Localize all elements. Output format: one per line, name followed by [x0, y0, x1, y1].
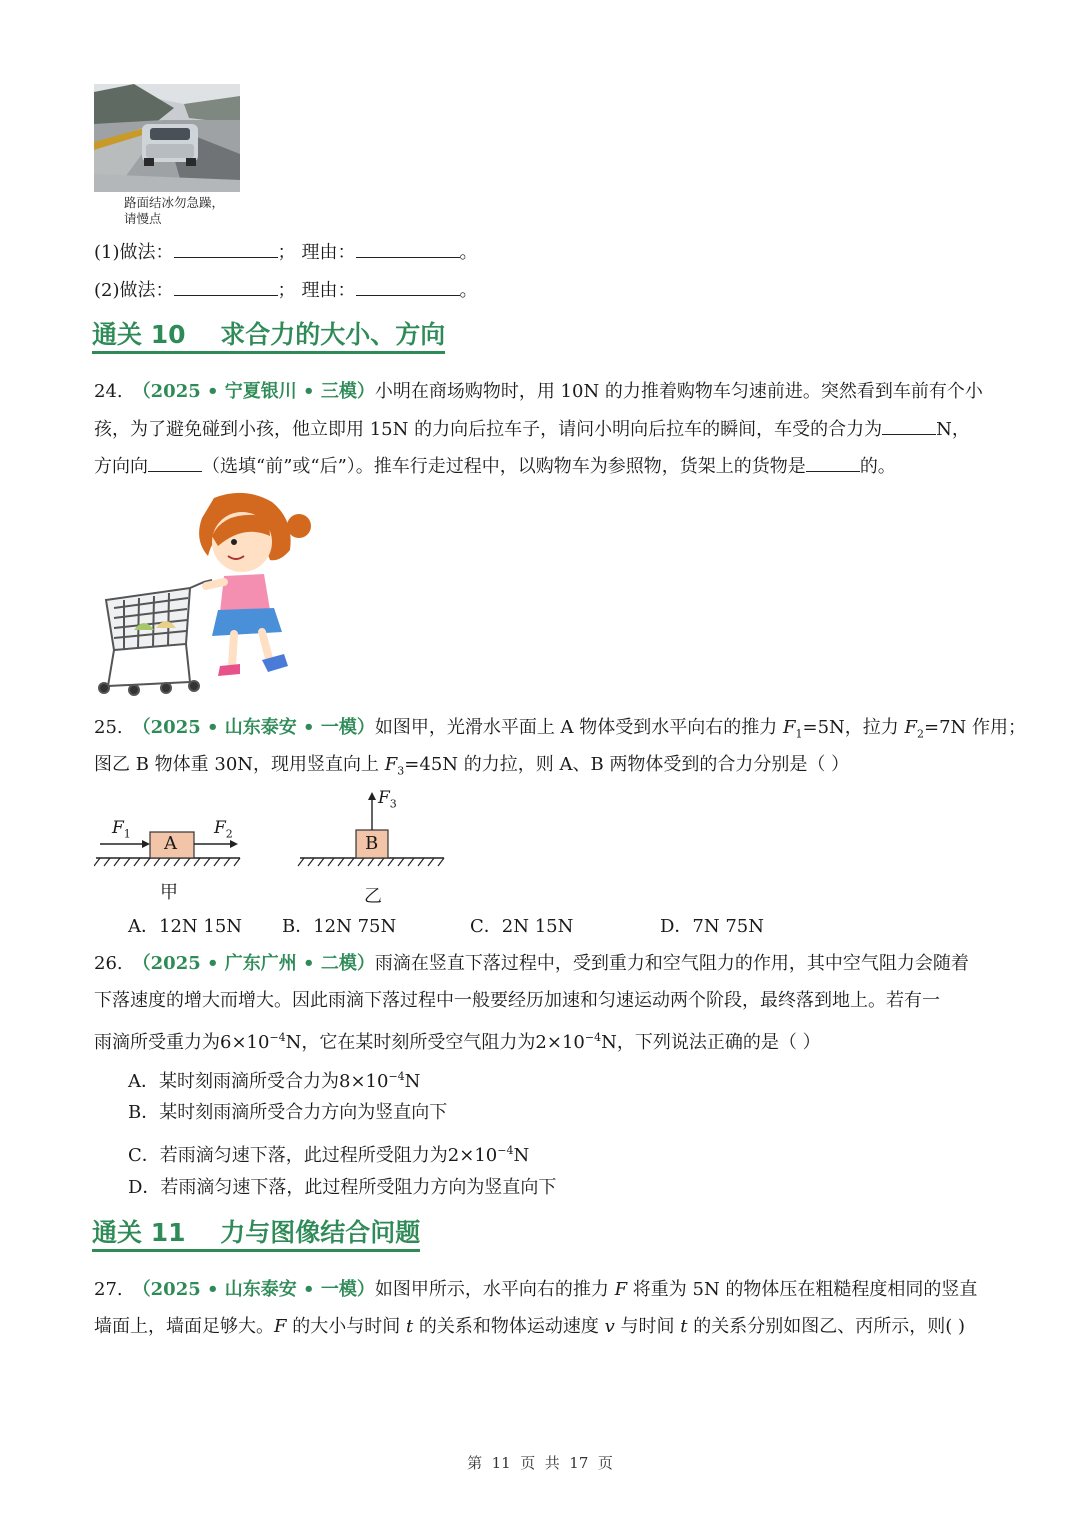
q26-option-d[interactable] [128, 1175, 556, 1201]
q25-text-1c: =7N 作用； [924, 717, 1027, 738]
question-number: 24. [94, 381, 123, 402]
option-unit: N [513, 1145, 530, 1166]
q27-line1 [94, 1277, 977, 1303]
end-mark: 。 [459, 280, 478, 301]
f3-letter: F [378, 788, 390, 808]
q24-unit: N， [936, 419, 970, 440]
drag-exponent: −4 [584, 1031, 602, 1044]
gravity-value [220, 1032, 286, 1053]
icy-road-photo [94, 84, 240, 192]
q25-line1 [94, 715, 1026, 748]
q24-line1 [94, 379, 983, 405]
section-title-10: 通关 10 求合力的大小、方向 [92, 320, 445, 354]
q24-text-1: 小明在商场购物时，用 10N 的力推着购物车匀速前进。突然看到车前有个小 [374, 381, 983, 402]
answer-blank-state[interactable] [806, 453, 860, 472]
question-number: 27. [94, 1279, 123, 1300]
q27-text-2c: 的关系和物体运动速度 [413, 1316, 605, 1337]
option-text: C．若雨滴匀速下落，此过程所受阻力为 [128, 1145, 448, 1166]
girl-pushing-cart-illustration [94, 490, 314, 700]
var-f1: F [783, 717, 796, 738]
q26-option-c[interactable] [128, 1138, 529, 1169]
q25-option-a[interactable]: A．12N 15N [128, 916, 243, 937]
ground-hatch-a [94, 858, 240, 866]
option-mantissa: 8×10 [339, 1071, 389, 1092]
fill-in-line-2 [94, 277, 478, 304]
f2-letter: F [214, 818, 226, 838]
q24-text-3a: 方向向 [94, 456, 148, 477]
option-unit: N [404, 1071, 421, 1092]
q24-text-2: 孩，为了避免碰到小孩，他立即用 15N 的力向后拉车子，请问小明向后拉车的瞬间，车受的合力为 [94, 419, 883, 440]
q24-text-3b: （选填“前”或“后”）。推车行走过程中，以购物车为参照物，货架上的货物是 [202, 456, 806, 477]
answer-blank-force[interactable] [882, 416, 936, 435]
section-title-11: 通关 11 力与图像结合问题 [92, 1218, 420, 1252]
end-mark: 。 [459, 242, 478, 263]
question-source: （2025 • 山东泰安 • 一模） [132, 717, 375, 738]
separator: ； [277, 280, 296, 301]
fill-in-index: (2) [94, 280, 120, 301]
option-text: D．若雨滴匀速下落，此过程所受阻力方向为竖直向下 [128, 1177, 557, 1198]
photo-caption [124, 195, 224, 227]
f1-label [112, 818, 131, 840]
f3-label [378, 788, 397, 810]
q26-option-b[interactable] [128, 1100, 447, 1126]
figure-label-jia: 甲 [160, 882, 178, 903]
block-b-label: B [365, 833, 379, 854]
reason-blank[interactable] [356, 277, 460, 296]
separator: ； [277, 242, 296, 263]
q26-text-1: 雨滴在竖直下落过程中，受到重力和空气阻力的作用，其中空气阻力会随着 [374, 953, 969, 974]
q26-option-a[interactable] [128, 1064, 420, 1095]
var-f2-sub: 2 [917, 727, 925, 741]
method-label: 做法： [119, 242, 174, 263]
drag-value [535, 1032, 601, 1053]
q27-text-2a: 墙面上，墙面足够大。 [94, 1316, 274, 1337]
option-value [339, 1071, 405, 1092]
fill-in-index: (1) [94, 242, 120, 263]
gravity-exponent: −4 [269, 1031, 286, 1044]
figure-label-yi: 乙 [364, 886, 382, 907]
option-mantissa: 2×10 [447, 1145, 498, 1166]
q27-text-1a: 如图甲所示，水平向右的推力 [374, 1279, 615, 1300]
f3-subscript: 3 [389, 797, 397, 811]
q26-text-3a: 雨滴所受重力为 [94, 1032, 220, 1053]
q25-line2 [94, 752, 849, 785]
reason-label: 理由： [301, 280, 356, 301]
car-on-icy-road-image [94, 84, 240, 192]
q26-text-3c: N，下列说法正确的是（ ） [601, 1032, 821, 1053]
reason-label: 理由： [301, 242, 356, 263]
f2-label [214, 818, 233, 840]
page-footer: 第 11 页 共 17 页 [467, 1454, 613, 1472]
method-blank[interactable] [174, 277, 278, 296]
q27-text-1b: 将重为 5N 的物体压在粗糙程度相同的竖直 [627, 1279, 978, 1300]
var-t: t [405, 1316, 414, 1337]
f1-letter: F [112, 818, 124, 838]
q26-line2: 下落速度的增大而增大。因此雨滴下落过程中一般要经历加速和匀速运动两个阶段，最终落到地上。若有一 [94, 990, 940, 1011]
q25-force-diagram [94, 786, 454, 906]
question-source: （2025 • 宁夏银川 • 三模） [132, 381, 375, 402]
var-v: v [604, 1316, 615, 1337]
ground-hatch-b [298, 858, 444, 866]
reason-blank[interactable] [356, 239, 460, 258]
q25-text-1b: =5N，拉力 [802, 717, 905, 738]
q24-text-3c: 的。 [859, 456, 896, 477]
var-f3-sub: 3 [397, 764, 405, 778]
question-number: 25. [94, 717, 123, 738]
shopping-cart-icon [99, 580, 212, 695]
drag-mantissa: 2×10 [535, 1032, 585, 1053]
question-number: 26. [94, 953, 123, 974]
q25-text-2b: =45N 的力拉，则 A、B 两物体受到的合力分别是（ ） [404, 754, 850, 775]
option-exponent: −4 [388, 1070, 405, 1083]
q26-line1 [94, 951, 969, 977]
q25-text-2a: 图乙 B 物体重 30N，现用竖直向上 [94, 754, 385, 775]
var-f3: F [384, 754, 398, 775]
method-blank[interactable] [174, 239, 278, 258]
block-a-label: A [164, 833, 177, 854]
answer-blank-direction[interactable] [148, 453, 202, 472]
q25-option-d[interactable]: D．7N 75N [660, 916, 765, 937]
q25-text-1a: 如图甲，光滑水平面上 A 物体受到水平向右的推力 [374, 717, 783, 738]
var-t2: t [680, 1316, 688, 1337]
method-label: 做法： [119, 280, 174, 301]
question-source: （2025 • 山东泰安 • 一模） [132, 1279, 375, 1300]
var-f: F [274, 1316, 287, 1337]
option-exponent: −4 [497, 1144, 514, 1157]
f2-subscript: 2 [225, 827, 233, 841]
q24-line3 [94, 453, 896, 480]
q26-line3 [94, 1025, 821, 1056]
q27-text-2e: 的关系分别如图乙、丙所示，则( ) [687, 1316, 965, 1337]
photo-caption-line1: 路面结冰勿急躁， [124, 195, 225, 210]
option-text: A．某时刻雨滴所受合力为 [128, 1071, 339, 1092]
q25-option-c[interactable]: C．2N 15N [470, 916, 574, 937]
option-text: B．某时刻雨滴所受合力方向为竖直向下 [128, 1102, 448, 1123]
q25-option-b[interactable]: B．12N 75N [282, 916, 397, 937]
q27-line2 [94, 1314, 965, 1340]
q27-text-2d: 与时间 [614, 1316, 681, 1337]
photo-caption-line2: 请慢点 [124, 211, 162, 226]
var-f2: F [904, 717, 918, 738]
fill-in-line-1 [94, 239, 478, 266]
gravity-mantissa: 6×10 [220, 1032, 270, 1053]
var-f1-sub: 1 [795, 727, 803, 741]
f1-subscript: 1 [123, 827, 131, 841]
question-source: （2025 • 广东广州 • 二模） [132, 953, 375, 974]
q26-text-3b: N，它在某时刻所受空气阻力为 [285, 1032, 536, 1053]
q27-text-2b: 的大小与时间 [286, 1316, 406, 1337]
q24-line2 [94, 416, 970, 443]
girl-figure [199, 493, 311, 676]
var-f: F [614, 1279, 628, 1300]
option-value [448, 1145, 514, 1166]
